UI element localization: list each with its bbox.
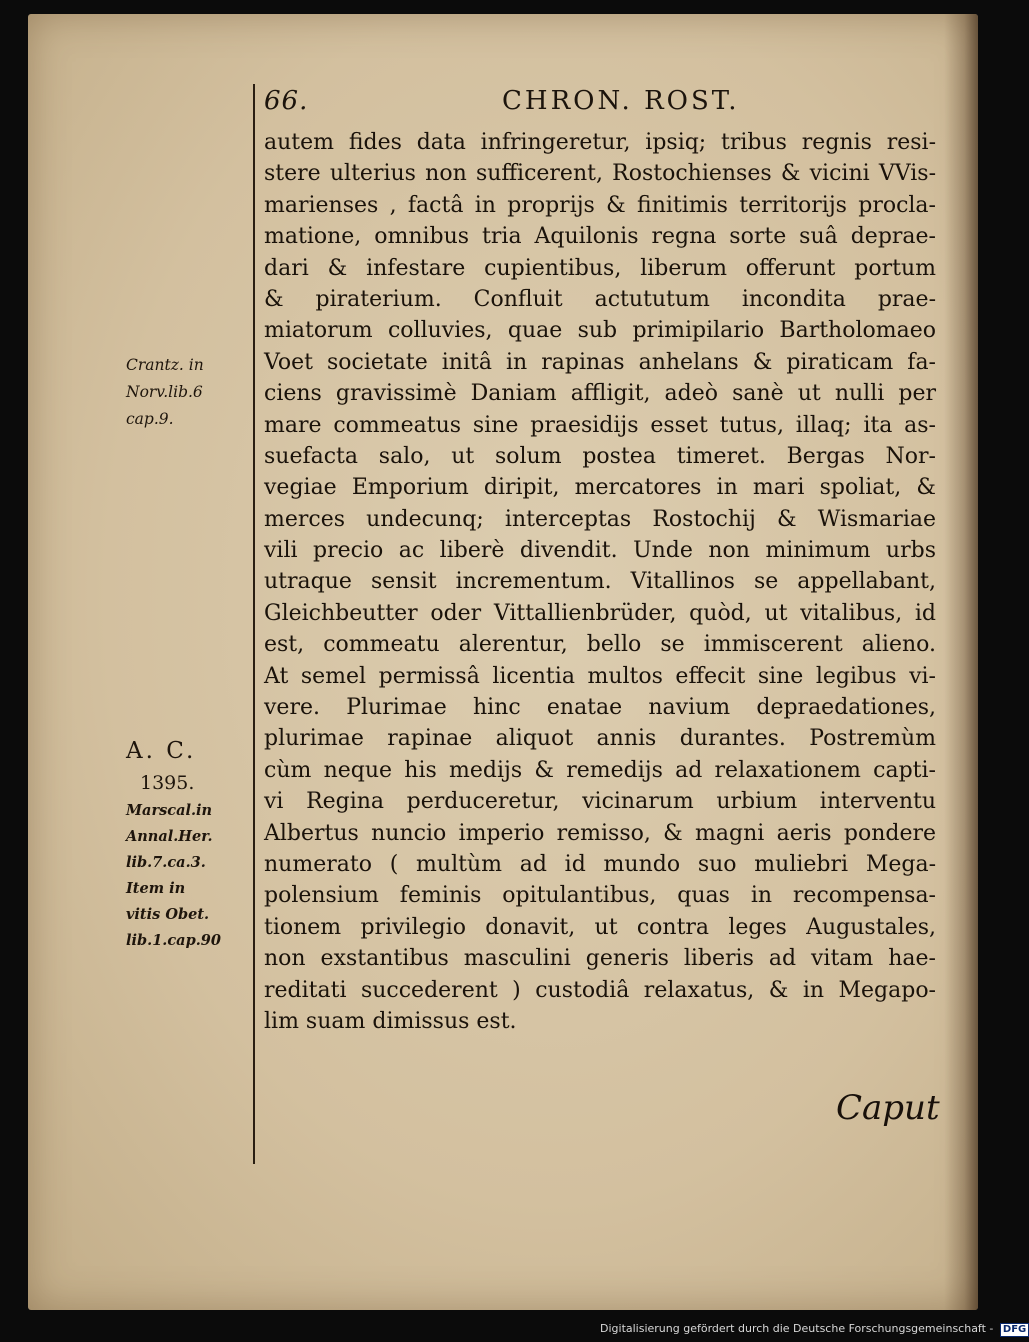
book-page [28, 14, 978, 1310]
text-line: utraque sensit incrementum. Vitallinos se appellabant, [264, 569, 936, 595]
margin-note-line: Crantz. in [126, 356, 204, 374]
margin-year: 1395. [140, 772, 195, 794]
page-edge-shadow [944, 14, 978, 1310]
text-line: marienses , factâ in proprijs & finitimis territorijs procla- [264, 192, 936, 218]
text-line: vegiae Emporium diripit, mercatores in mari spoliat, & [264, 475, 936, 501]
margin-rule [253, 84, 255, 1164]
text-line: vili precio ac liberè divendit. Unde non minimum urbs [264, 538, 936, 564]
text-line: At semel permissâ licentia multos effecit sine legibus vi- [264, 663, 936, 689]
text-line: dari & infestare cupientibus, liberum offerunt portum [264, 255, 936, 281]
text-line: polensium feminis opitulantibus, quas in recompensa- [264, 883, 936, 909]
catchword: Caput [836, 1088, 940, 1128]
credit-text: Digitalisierung gefördert durch die Deutsche Forschungsgemeinschaft - [600, 1322, 994, 1335]
text-line: vere. Plurimae hinc enatae navium depraedationes, [264, 695, 936, 721]
body-text [264, 127, 936, 1037]
margin-ref-line: lib.1.cap.90 [126, 932, 221, 949]
text-line: mare commeatus sine praesidijs esset tutus, illaq; ita as- [264, 412, 936, 438]
text-line: reditati succederent ) custodiâ relaxatus, & in Megapo- [264, 977, 936, 1003]
text-line: autem fides data infringeretur, ipsiq; tribus regnis resi- [264, 130, 936, 155]
text-line-blackletter: Gleichbeutter oder Vittallienbrüder, quòd, ut vitalibus, id [264, 600, 936, 626]
text-line: lim suam dimissus est. [264, 1008, 517, 1034]
margin-note-date [126, 734, 246, 954]
text-line: & piraterium. Confluit actututum incondita prae- [264, 286, 936, 312]
page-number: 66. [264, 86, 309, 116]
margin-ref-line: Annal.Her. [126, 828, 213, 845]
digitization-credit [600, 1322, 1027, 1340]
text-line: Albertus nuncio imperio remisso, & magni aeris pondere [264, 820, 936, 846]
margin-note-line: Norv.lib.6 [126, 383, 203, 401]
text-line: numerato ( multùm ad id mundo suo muliebri Mega- [264, 851, 936, 877]
text-line: est, commeatu alerentur, bello se immiscerent alieno. [264, 632, 936, 658]
margin-ref-line: Marscal.in [126, 802, 213, 819]
page-header [264, 86, 964, 126]
margin-ref-line: vitis Obet. [126, 906, 210, 923]
dfg-logo: DFG [1000, 1323, 1029, 1337]
text-line: plurimae rapinae aliquot annis durantes. Postremùm [264, 726, 936, 752]
text-line: non exstantibus masculini generis liberis ad vitam hae- [264, 946, 936, 972]
margin-note-line: cap.9. [126, 410, 174, 428]
text-line: matione, omnibus tria Aquilonis regna sorte suâ deprae- [264, 224, 936, 250]
text-line: cùm neque his medijs & remedijs ad relaxationem capti- [264, 757, 936, 783]
text-line: merces undecunq; interceptas Rostochij & Wismariae [264, 506, 936, 532]
text-line: stere ulterius non sufficerent, Rostochienses & vicini VVis- [264, 161, 936, 187]
margin-ref-line: lib.7.ca.3. [126, 854, 206, 871]
text-line: tionem privilegio donavit, ut contra leges Augustales, [264, 914, 936, 940]
text-line: Voet societate initâ in rapinas anhelans & piraticam fa- [264, 349, 936, 375]
margin-note-crantz [126, 352, 246, 433]
text-line: ciens gravissimè Daniam affligit, adeò sanè ut nulli per [264, 381, 936, 407]
running-title: CHRON. ROST. [502, 86, 740, 116]
margin-ref-line: Item in [126, 880, 186, 897]
margin-era: A. C. [126, 738, 197, 764]
text-line: suefacta salo, ut solum postea timeret. Bergas Nor- [264, 443, 936, 469]
text-line: vi Regina perduceretur, vicinarum urbium interventu [264, 789, 936, 815]
text-line: miatorum colluvies, quae sub primipilario Bartholomaeo [264, 318, 936, 344]
